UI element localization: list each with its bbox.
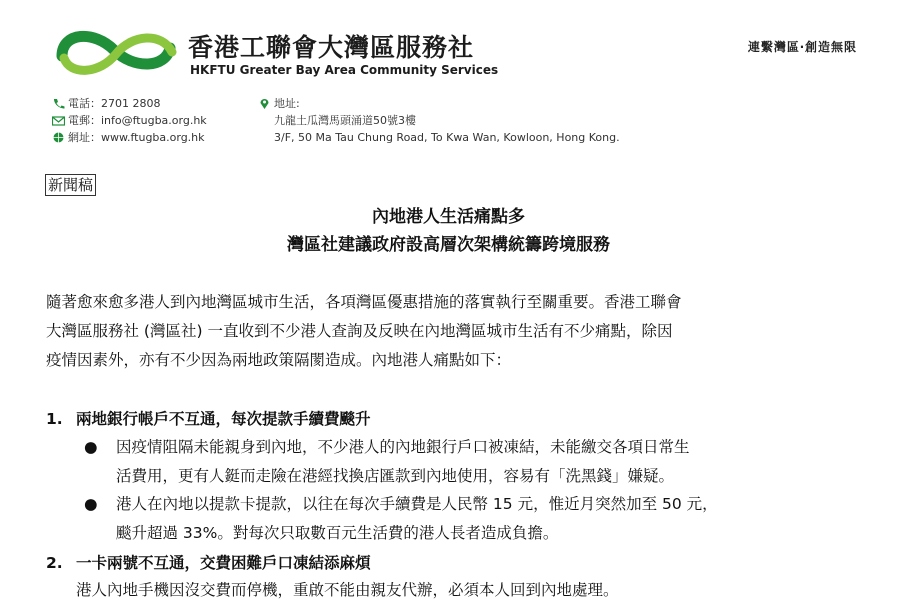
email-icon (52, 115, 65, 126)
address-info (258, 95, 620, 146)
point-number: 2. (46, 554, 63, 572)
org-name-en: HKFTU Greater Bay Area Community Services (190, 63, 499, 77)
point-1-heading (46, 407, 371, 429)
headline-line-1: 內地港人生活痛點多 (372, 207, 525, 227)
intro-paragraph (46, 288, 858, 375)
bullet-dot-icon: ● (84, 495, 98, 513)
website-text: 網址：www.ftugba.org.hk (68, 131, 205, 144)
bullet-dot-icon: ● (84, 438, 98, 456)
press-release-tag: 新聞稿 (45, 174, 96, 196)
intro-line: 隨著愈來愈多港人到內地灣區城市生活，各項灣區優惠措施的落實執行至關重要。香港工聯會 (46, 293, 682, 311)
headline-line-2: 灣區社建議政府設高層次架構統籌跨境服務 (287, 235, 610, 255)
address-en: 3/F, 50 Ma Tau Chung Road, To Kwa Wan, Kowloon, Hong Kong. (274, 131, 620, 144)
slogan: 連繫灣區‧創造無限 (747, 40, 857, 54)
address-zh: 九龍土瓜灣馬頭涌道50號3樓 (274, 114, 416, 127)
phone-icon (52, 98, 65, 109)
intro-line: 大灣區服務社 (灣區社) 一直收到不少港人查詢及反映在內地灣區城市生活有不少痛點，除因 (46, 322, 673, 340)
point-2-text: 港人內地手機因沒交費而停機，重啟不能由親友代辦，必須本人回到內地處理。 (76, 581, 619, 599)
address-label: 地址: (274, 97, 300, 110)
hkftu-logo (54, 22, 180, 82)
point-2-heading (46, 551, 371, 573)
email-text: 電郵：info@ftugba.org.hk (68, 114, 207, 127)
intro-line: 疫情因素外，亦有不少因為兩地政策隔閡造成。內地港人痛點如下： (46, 351, 512, 369)
point-heading-text: 一卡兩號不互通，交費困難戶口凍結添麻煩 (76, 554, 371, 572)
bullet-line: 活費用，更有人鋌而走險在港經找換店匯款到內地使用，容易有「洗黑錢」嫌疑。 (116, 467, 675, 485)
org-name-zh: 香港工聯會大灣區服務社 (188, 33, 475, 62)
bullet-line: 因疫情阻隔未能親身到內地，不少港人的內地銀行戶口被凍結，未能繳交各項日常生 (116, 438, 690, 456)
location-pin-icon (258, 98, 271, 109)
bullet-line: 港人在內地以提款卡提款，以往在每次手續費是人民幣 15 元，惟近月突然加至 50 元， (116, 495, 718, 513)
globe-icon (52, 132, 65, 143)
phone-text: 電話：2701 2808 (68, 97, 161, 110)
contact-info (52, 95, 207, 146)
point-number: 1. (46, 410, 63, 428)
bullet-line: 颷升超過 33%。對每次只取數百元生活費的港人長者造成負擔。 (116, 524, 559, 542)
point-heading-text: 兩地銀行帳戶不互通，每次提款手續費颷升 (76, 410, 371, 428)
